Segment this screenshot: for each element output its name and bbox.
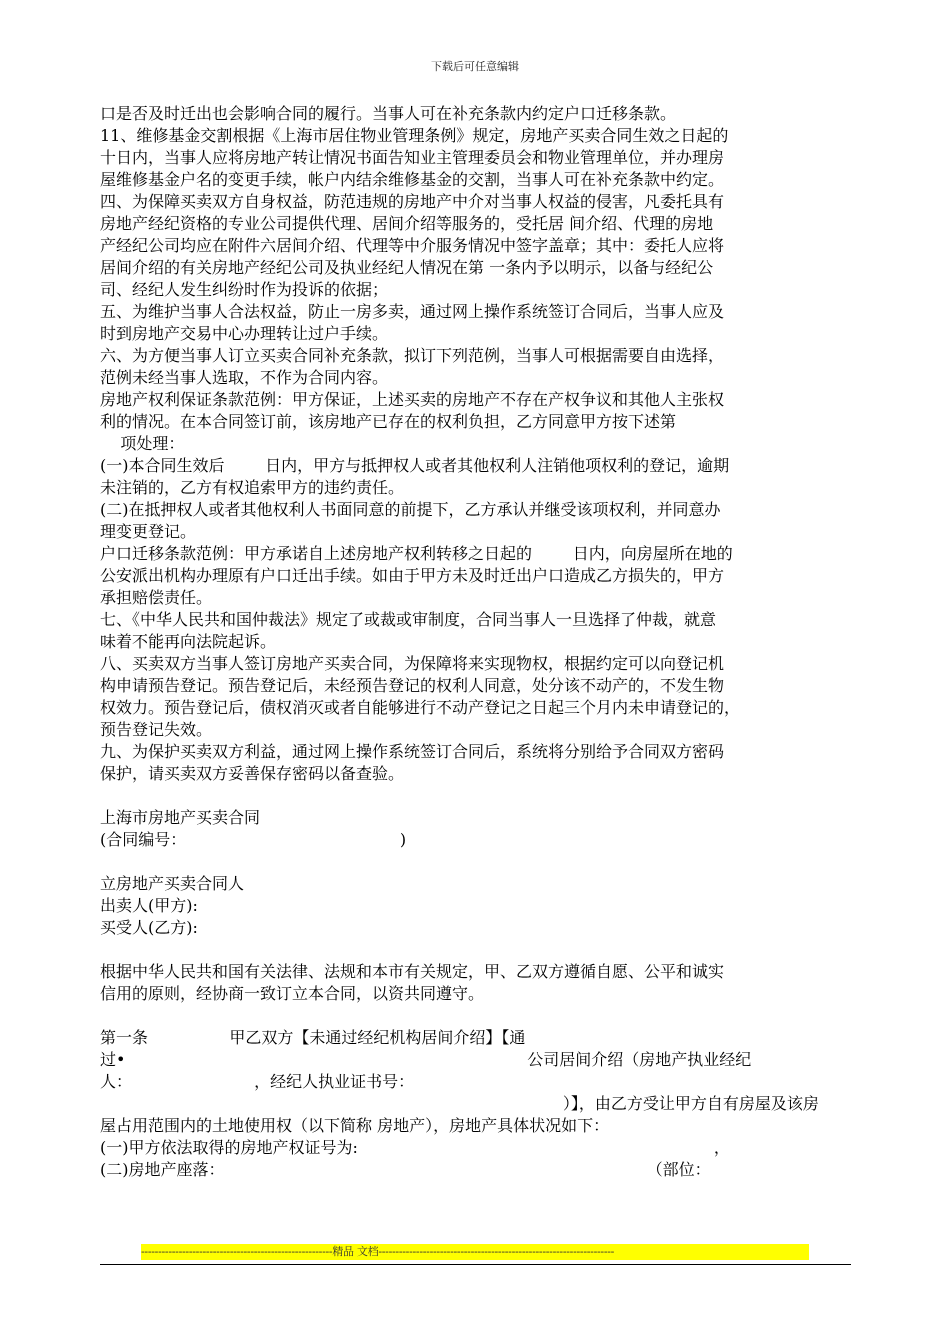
page-header: 下载后可任意编辑 [431,60,519,73]
bottom-divider [100,1264,851,1265]
text-line: 六、为方便当事人订立买卖合同补充条款，拟订下列范例，当事人可根据需要自由选择， [100,346,725,365]
text-line: 保护，请买卖双方妥善保存密码以备查验。 [100,764,405,783]
text-line: 信用的原则，经协商一致订立本合同，以资共同遵守。 [100,984,485,1003]
text-line: 产经纪公司均应在附件六居间介绍、代理等中介服务情况中签字盖章；其中：委托人应将 [100,236,725,255]
text-line: 户口迁移条款范例：甲方承诺自上述房地产权利转移之日起的 日内，向房屋所在地的 [100,544,733,563]
text-line: 八、买卖双方当事人签订房地产买卖合同，为保障将来实现物权，根据约定可以向登记机 [100,654,725,673]
paragraph-gap [100,785,852,807]
document-body [100,103,852,1181]
text-line: (一)本合同生效后 日内，甲方与抵押权人或者其他权利人注销他项权利的登记，逾期 [100,456,730,475]
text-line: 过• 公司居间介绍（房地产执业经纪 [100,1050,752,1069]
article-one-line: 第一条 甲乙双方【未通过经纪机构居间介绍】【通 [100,1028,526,1047]
text-line: 房地产权利保证条款范例：甲方保证，上述买卖的房地产不存在产权争议和其他人主张权 [100,390,725,409]
text-line: 公安派出机构办理原有户口迁出手续。如由于甲方未及时迁出户口造成乙方损失的，甲方 [100,566,725,585]
text-line: 时到房地产交易中心办理转让过户手续。 [100,324,389,343]
text-line: 味着不能再向法院起诉。 [100,632,277,651]
contract-number-line: (合同编号： ) [100,830,407,849]
text-line: (一)甲方依法取得的房地产权证号为: ， [100,1138,730,1157]
text-line: 权效力。预告登记后，债权消灭或者自能够进行不动产登记之日起三个月内未申请登记的， [100,698,741,717]
text-line: (二)房地产座落： （部位： [100,1160,711,1179]
paragraph-gap [100,939,852,961]
text-line: 根据中华人民共和国有关法律、法规和本市有关规定，甲、乙双方遵循自愿、公平和诚实 [100,962,725,981]
footer-text: --------------------------------------------------------精品 文档--------------------------------------------------------------------- [141,1245,615,1258]
text-line: 未注销的，乙方有权追索甲方的违约责任。 [100,478,405,497]
paragraph-gap [100,851,852,873]
text-line: 居间介绍的有关房地产经纪公司及执业经纪人情况在第 一条内予以明示，以备与经纪公 [100,258,714,277]
text-line: 五、为维护当事人合法权益，防止一房多卖，通过网上操作系统签订合同后，当事人应及 [100,302,725,321]
text-line: 十日内，当事人应将房地产转让情况书面告知业主管理委员会和物业管理单位，并办理房 [100,148,725,167]
page-footer-banner [141,1244,809,1260]
contract-title: 上海市房地产买卖合同 [100,808,261,827]
text-line: ）】，由乙方受让甲方自有房屋及该房 [100,1094,819,1113]
buyer-line: 买受人(乙方): [100,918,198,937]
text-line: 理变更登记。 [100,522,197,541]
text-line: 范例未经当事人选取，不作为合同内容。 [100,368,389,387]
text-line: 七、《中华人民共和国仲裁法》规定了或裁或审制度，合同当事人一旦选择了仲裁，就意 [100,610,717,629]
text-line: 构申请预告登记。预告登记后，未经预告登记的权利人同意，处分该不动产的，不发生物 [100,676,725,695]
text-line: 11、维修基金交割根据《上海市居住物业管理条例》规定，房地产买卖合同生效之日起的 [100,126,729,145]
text-line: 人： ，经纪人执业证书号： [100,1072,415,1091]
text-line: 利的情况。在本合同签订前，该房地产已存在的权利负担，乙方同意甲方按下述第 [100,412,677,431]
text-line: (二)在抵押权人或者其他权利人书面同意的前提下，乙方承认并继受该项权利，并同意办 [100,500,721,519]
paragraph-gap [100,1005,852,1027]
text-line: 屋占用范围内的土地使用权（以下简称 房地产），房地产具体状况如下： [100,1116,610,1135]
seller-line: 出卖人(甲方): [100,896,198,915]
text-line: 九、为保护买卖双方利益，通过网上操作系统签订合同后，系统将分别给予合同双方密码 [100,742,725,761]
text-line: 立房地产买卖合同人 [100,874,245,893]
text-line: 预告登记失效。 [100,720,213,739]
text-line: 口是否及时迁出也会影响合同的履行。当事人可在补充条款内约定户口迁移条款。 [100,104,677,123]
text-line: 房地产经纪资格的专业公司提供代理、居间介绍等服务的，受托居 间介绍、代理的房地 [100,214,714,233]
text-line: 屋维修基金户名的变更手续，帐户内结余维修基金的交割，当事人可在补充条款中约定。 [100,170,725,189]
text-line: 四、为保障买卖双方自身权益，防范违规的房地产中介对当事人权益的侵害，凡委托具有 [100,192,725,211]
text-line: 司、经纪人发生纠纷时作为投诉的依据； [100,280,389,299]
text-line: 承担赔偿责任。 [100,588,213,607]
text-line: 项处理： [100,434,185,453]
